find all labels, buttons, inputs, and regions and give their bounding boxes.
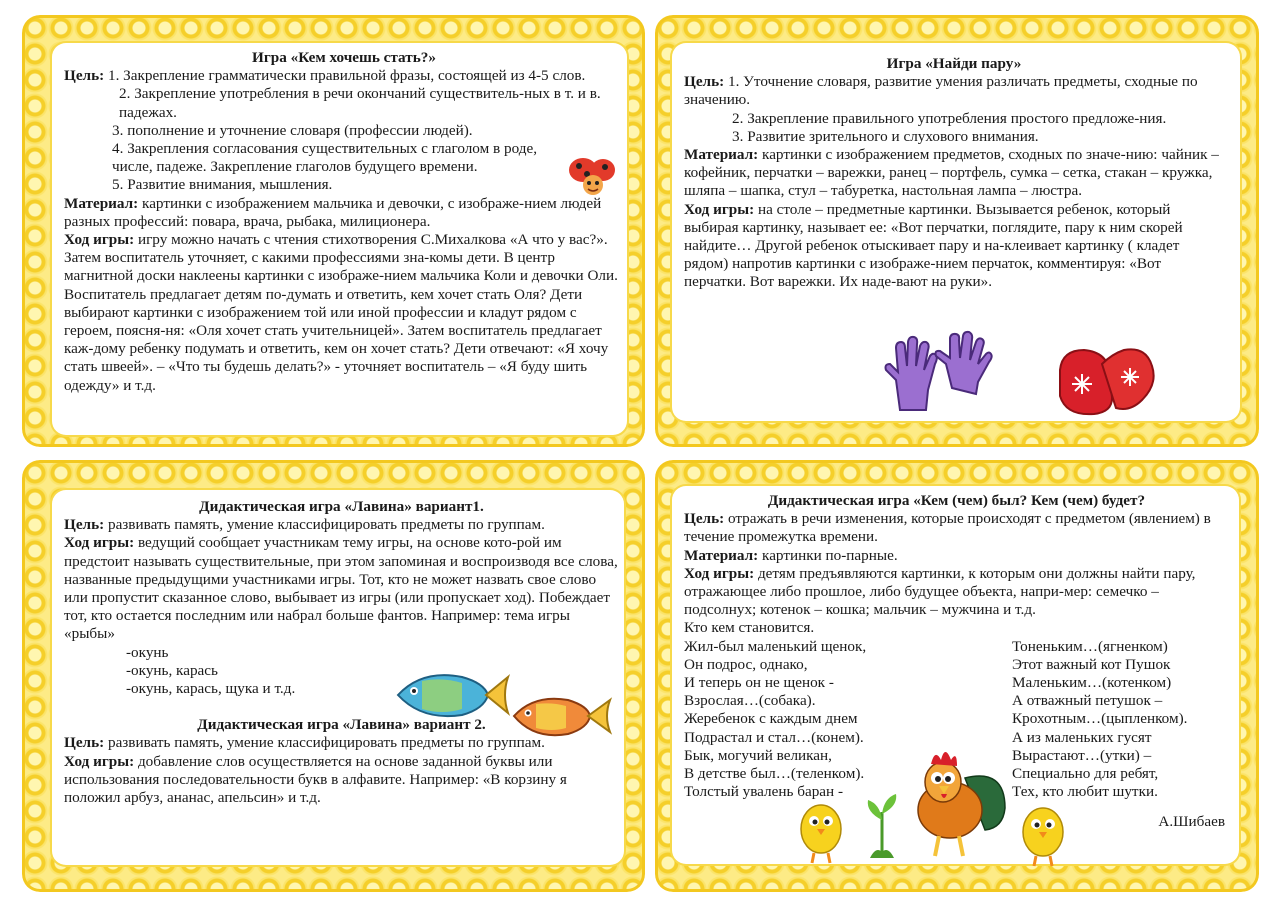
game-label: Ход игры: [64,231,135,249]
game-a: ведущий сообщает участникам тему игры, на основе кото-рой им предстоит называть существительные, при этом запоминая и воспроизводя все слова, названные предыдущими участниками игры. Тот, кто не может назвать свое слово или пропустит сказанное слово, выбывает из игры (или пропускает ход). Побеждает тот, кто остается последним или набрал больше фантов. Например: тема игры «рыбы» [64,534,618,643]
material-text: картинки с изображением предметов, сходных по значе-нию: чайник – кофейник, перчатки – варежки, ранец – портфель, сумка – сетка, стакан – кружка, шляпа – шапка, стул – табуретка, настольная лампа – люстра. [684,146,1219,200]
poem-line: Толстый увалень баран - [684,783,844,801]
card-3-title-2: Дидактическая игра «Лавина» вариант 2. [197,716,486,734]
goal-a: развивать память, умение классифицировать предметы по группам. [104,516,545,534]
sprout-icon [862,790,902,860]
poem-line: Жеребенок с каждым днем [684,710,858,728]
card-2-title: Игра «Найди пару» [886,55,1022,72]
gloves-icon [880,330,1000,420]
poem-line: И теперь он не щенок - [684,674,834,692]
poem-line: Бык, могучий великан, [684,746,832,764]
poem-line: Специально для ребят, [1012,765,1159,783]
card-1-text [64,49,624,395]
goal-3: 3. пополнение и уточнение словаря (профессии людей). [112,121,473,139]
game-text: на столе – предметные картинки. Вызывается ребенок, который выбирая картинку, называет ее: «Вот перчатки, поглядите, пару к ним скорей найдите… Другой ребенок отыскивает пару и на-клеивает картинку ( кладет рядом) напротив картинки с изображе-нием перчаток, комментируя: «Вот перчатки. Вот варежки. Их наде-вают на руки». [684,200,1183,291]
poem-line: Тоненьким…(ягненком) [1012,637,1168,655]
goal-label: Цель: [64,516,105,534]
goal-label: Цель: [64,67,105,85]
poem-line: А отважный петушок – [1012,692,1163,710]
example-2: -окунь, карась [126,661,218,679]
material-label: Материал: [64,194,139,212]
mittens-icon [1050,340,1162,420]
chick-icon-2 [1018,798,1068,868]
goal-text: отражать в речи изменения, которые происходят с предметом (явлением) в течение промежутка времени. [684,510,1211,546]
card-3-text [64,498,619,807]
card-4-title: Дидактическая игра «Кем (чем) был? Кем (чем) будет? [767,492,1146,509]
game-label: Ход игры: [64,752,135,770]
goal-1: 1. Закрепление грамматически правильной фразы, состоящей из 4-5 слов. [104,67,586,85]
material-text: картинки с изображением мальчика и девочки, с изображе-нием людей разных профессий: повара, врача, рыбака, милиционера. [64,194,602,230]
game-label: Ход игры: [64,534,135,552]
goal-1: 1. Уточнение словаря, развитие умения различать предметы, сходные по значению. [684,73,1198,109]
poem-line: Взрослая…(собака). [684,692,816,710]
example-3: -окунь, карась, щука и т.д. [126,680,296,698]
game-text: детям предъявляются картинки, к которым они должны найти пару, отражающее либо прошлое, либо будущее объекта, напри-мер: семечко –подсолнух; котенок – кошка; мальчик – мужчина и т.д. [684,564,1196,619]
card-1-title: Игра «Кем хочешь стать?» [252,49,436,66]
goal-4: 4. Закрепления согласования существительных с глаголом в роде, числе, падеже. Закрепление глаголов будущего времени. [112,140,537,176]
game-label: Ход игры: [684,200,755,218]
material-text: картинки по-парные. [758,546,898,564]
poem-line: А из маленьких гусят [1012,728,1152,746]
card-3-title-1: Дидактическая игра «Лавина» вариант1. [199,498,484,515]
poem-line: Подрастал и стал…(конем). [684,728,864,746]
card-2-text [684,55,1224,292]
goal-label: Цель: [684,73,725,91]
poem-line: Он подрос, однако, [684,655,808,673]
game-label: Ход игры: [684,564,755,582]
poem-line: Вырастают…(утки) – [1012,746,1152,764]
goal-3: 3. Развитие зрительного и слухового внимания. [732,127,1039,145]
poem-line: В детстве был…(теленком). [684,765,865,783]
game-b: добавление слов осуществляется на основе заданной буквы или использования последовательности букв в алфавите. Например: «В корзину я положил арбуз, ананас, апельсин» и т.д. [64,752,567,807]
goal-b: развивать память, умение классифицировать предметы по группам. [104,734,545,752]
rooster-icon [905,738,1010,863]
goal-2: 2. Закрепление правильного употребления простого предложе-ния. [732,109,1167,127]
poem-line: Крохотным…(цыпленком). [1012,710,1188,728]
who-line: Кто кем становится. [684,619,815,637]
goal-label: Цель: [684,510,725,528]
poem-line: Жил-был маленький щенок, [684,637,867,655]
poem-right [1012,638,1187,802]
fish-icon-1 [392,665,512,725]
material-label: Материал: [684,146,759,164]
goal-5: 5. Развитие внимания, мышления. [112,176,333,194]
ladybug-icon [567,152,617,200]
fish-icon-2 [510,692,614,740]
poem-line: Маленьким…(котенком) [1012,674,1172,692]
goal-label: Цель: [64,734,105,752]
author: А.Шибаев [1158,813,1225,831]
poem-line: Этот важный кот Пушок [1012,655,1171,673]
example-1: -окунь [126,643,169,661]
poem-line: Тех, кто любит шутки. [1012,783,1158,801]
goal-2: 2. Закрепление употребления в речи окончаний существитель-ных в т. и в. падежах. [119,85,601,121]
material-label: Материал: [684,546,759,564]
chick-icon-1 [796,795,846,865]
game-text: игру можно начать с чтения стихотворения С.Михалкова «А что у вас?». Затем воспитатель уточняет, с какими профессиями зна-комы дети. В центр магнитной доски наклеены картинки с изображе-нием мальчика Коли и девочки Оли. Воспитатель предлагает детям по-думать и ответить, кем хочет стать Оля? Дети выбирают картинки с изображением той или иной профессии и кладут рядом с героем, поясня-ня: «Оля хочет стать учительницей». Затем воспитатель предлагает каж-дому ребенку подумать и ответить, кем он хочет стать? Дети отвечают: «Я хочу стать швеей». – «Что ты будешь делать?» - уточняет воспитатель – «Я буду шить одежду» и т.д. [64,231,618,394]
